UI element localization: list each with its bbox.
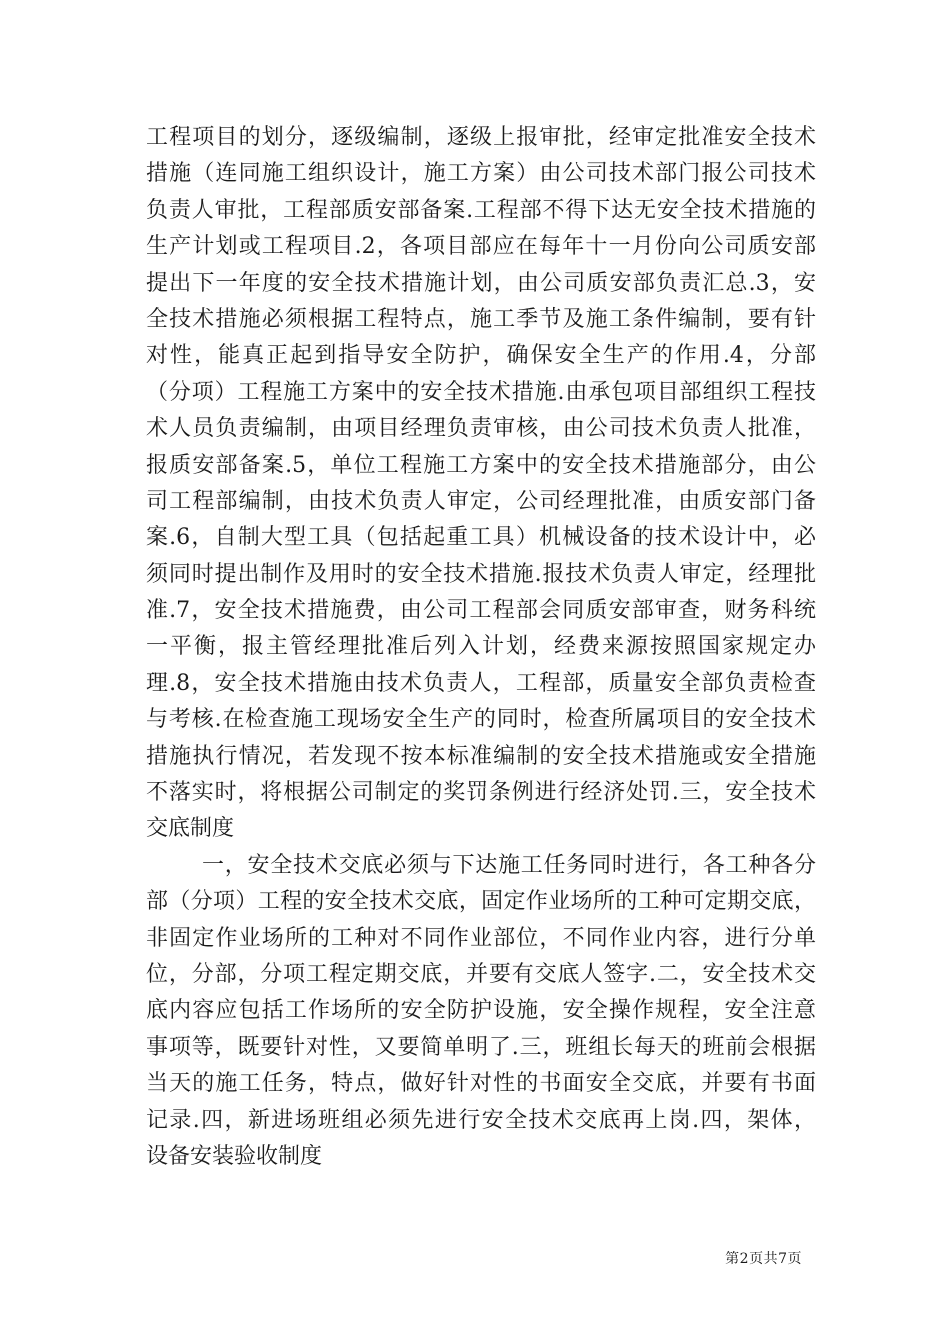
text-line: 部（分项）工程的安全技术交底，固定作业场所的工种可定期交底， (146, 889, 816, 915)
page-number: 第2页共7页 (725, 1251, 802, 1267)
text-line: 一平衡，报主管经理批准后列入计划，经费来源按照国家规定办 (146, 634, 816, 660)
text-line: 司工程部编制，由技术负责人审定，公司经理批准，由质安部门备 (146, 488, 816, 514)
text-line: 须同时提出制作及用时的安全技术措施.报技术负责人审定，经理批 (146, 561, 816, 587)
text-line: 全技术措施必须根据工程特点，施工季节及施工条件编制，要有针 (146, 306, 816, 332)
section-heading-line: 设备安装验收制度 (146, 1143, 323, 1169)
text-line: 准.7，安全技术措施费，由公司工程部会同质安部审查，财务科统 (146, 598, 816, 624)
text-line: 提出下一年度的安全技术措施计划，由公司质安部负责汇总.3，安 (146, 270, 816, 296)
text-line: 工程项目的划分，逐级编制，逐级上报审批，经审定批准安全技术 (146, 125, 816, 150)
body-text (146, 120, 816, 1175)
text-line: 措施执行情况，若发现不按本标准编制的安全技术措施或安全措施 (146, 743, 816, 769)
text-line: 报质安部备案.5，单位工程施工方案中的安全技术措施部分，由公 (146, 452, 816, 478)
text-line: 术人员负责编制，由项目经理负责审核，由公司技术负责人批准， (146, 416, 816, 442)
text-line: 理.8，安全技术措施由技术负责人，工程部，质量安全部负责检查 (146, 670, 816, 696)
text-line: 一，安全技术交底必须与下达施工任务同时进行，各工种各分 (202, 852, 816, 878)
text-line: 生产计划或工程项目.2，各项目部应在每年十一月份向公司质安部 (146, 234, 816, 260)
text-line: 与考核.在检查施工现场安全生产的同时，检查所属项目的安全技术 (146, 707, 816, 733)
section-heading-line: 交底制度 (146, 816, 235, 842)
text-line: 不落实时，将根据公司制定的奖罚条例进行经济处罚.三，安全技术 (146, 780, 816, 806)
text-line: 位，分部，分项工程定期交底，并要有交底人签字.二，安全技术交 (146, 961, 816, 987)
text-line: 底内容应包括工作场所的安全防护设施，安全操作规程，安全注意 (146, 998, 816, 1024)
text-line: 措施（连同施工组织设计，施工方案）由公司技术部门报公司技术 (146, 161, 816, 187)
text-line: 当天的施工任务，特点，做好针对性的书面安全交底，并要有书面 (146, 1071, 816, 1097)
text-line: 事项等，既要针对性，又要简单明了.三，班组长每天的班前会根据 (146, 1034, 816, 1060)
text-line: 对性，能真正起到指导安全防护，确保安全生产的作用.4，分部 (146, 343, 816, 369)
text-line: 非固定作业场所的工种对不同作业部位，不同作业内容，进行分单 (146, 925, 816, 951)
text-line: （分项）工程施工方案中的安全技术措施.由承包项目部组织工程技 (146, 379, 816, 405)
text-line: 记录.四，新进场班组必须先进行安全技术交底再上岗.四，架体， (146, 1107, 816, 1133)
text-line: 案.6，自制大型工具（包括起重工具）机械设备的技术设计中，必 (146, 525, 816, 551)
text-line: 负责人审批，工程部质安部备案.工程部不得下达无安全技术措施的 (146, 197, 816, 223)
